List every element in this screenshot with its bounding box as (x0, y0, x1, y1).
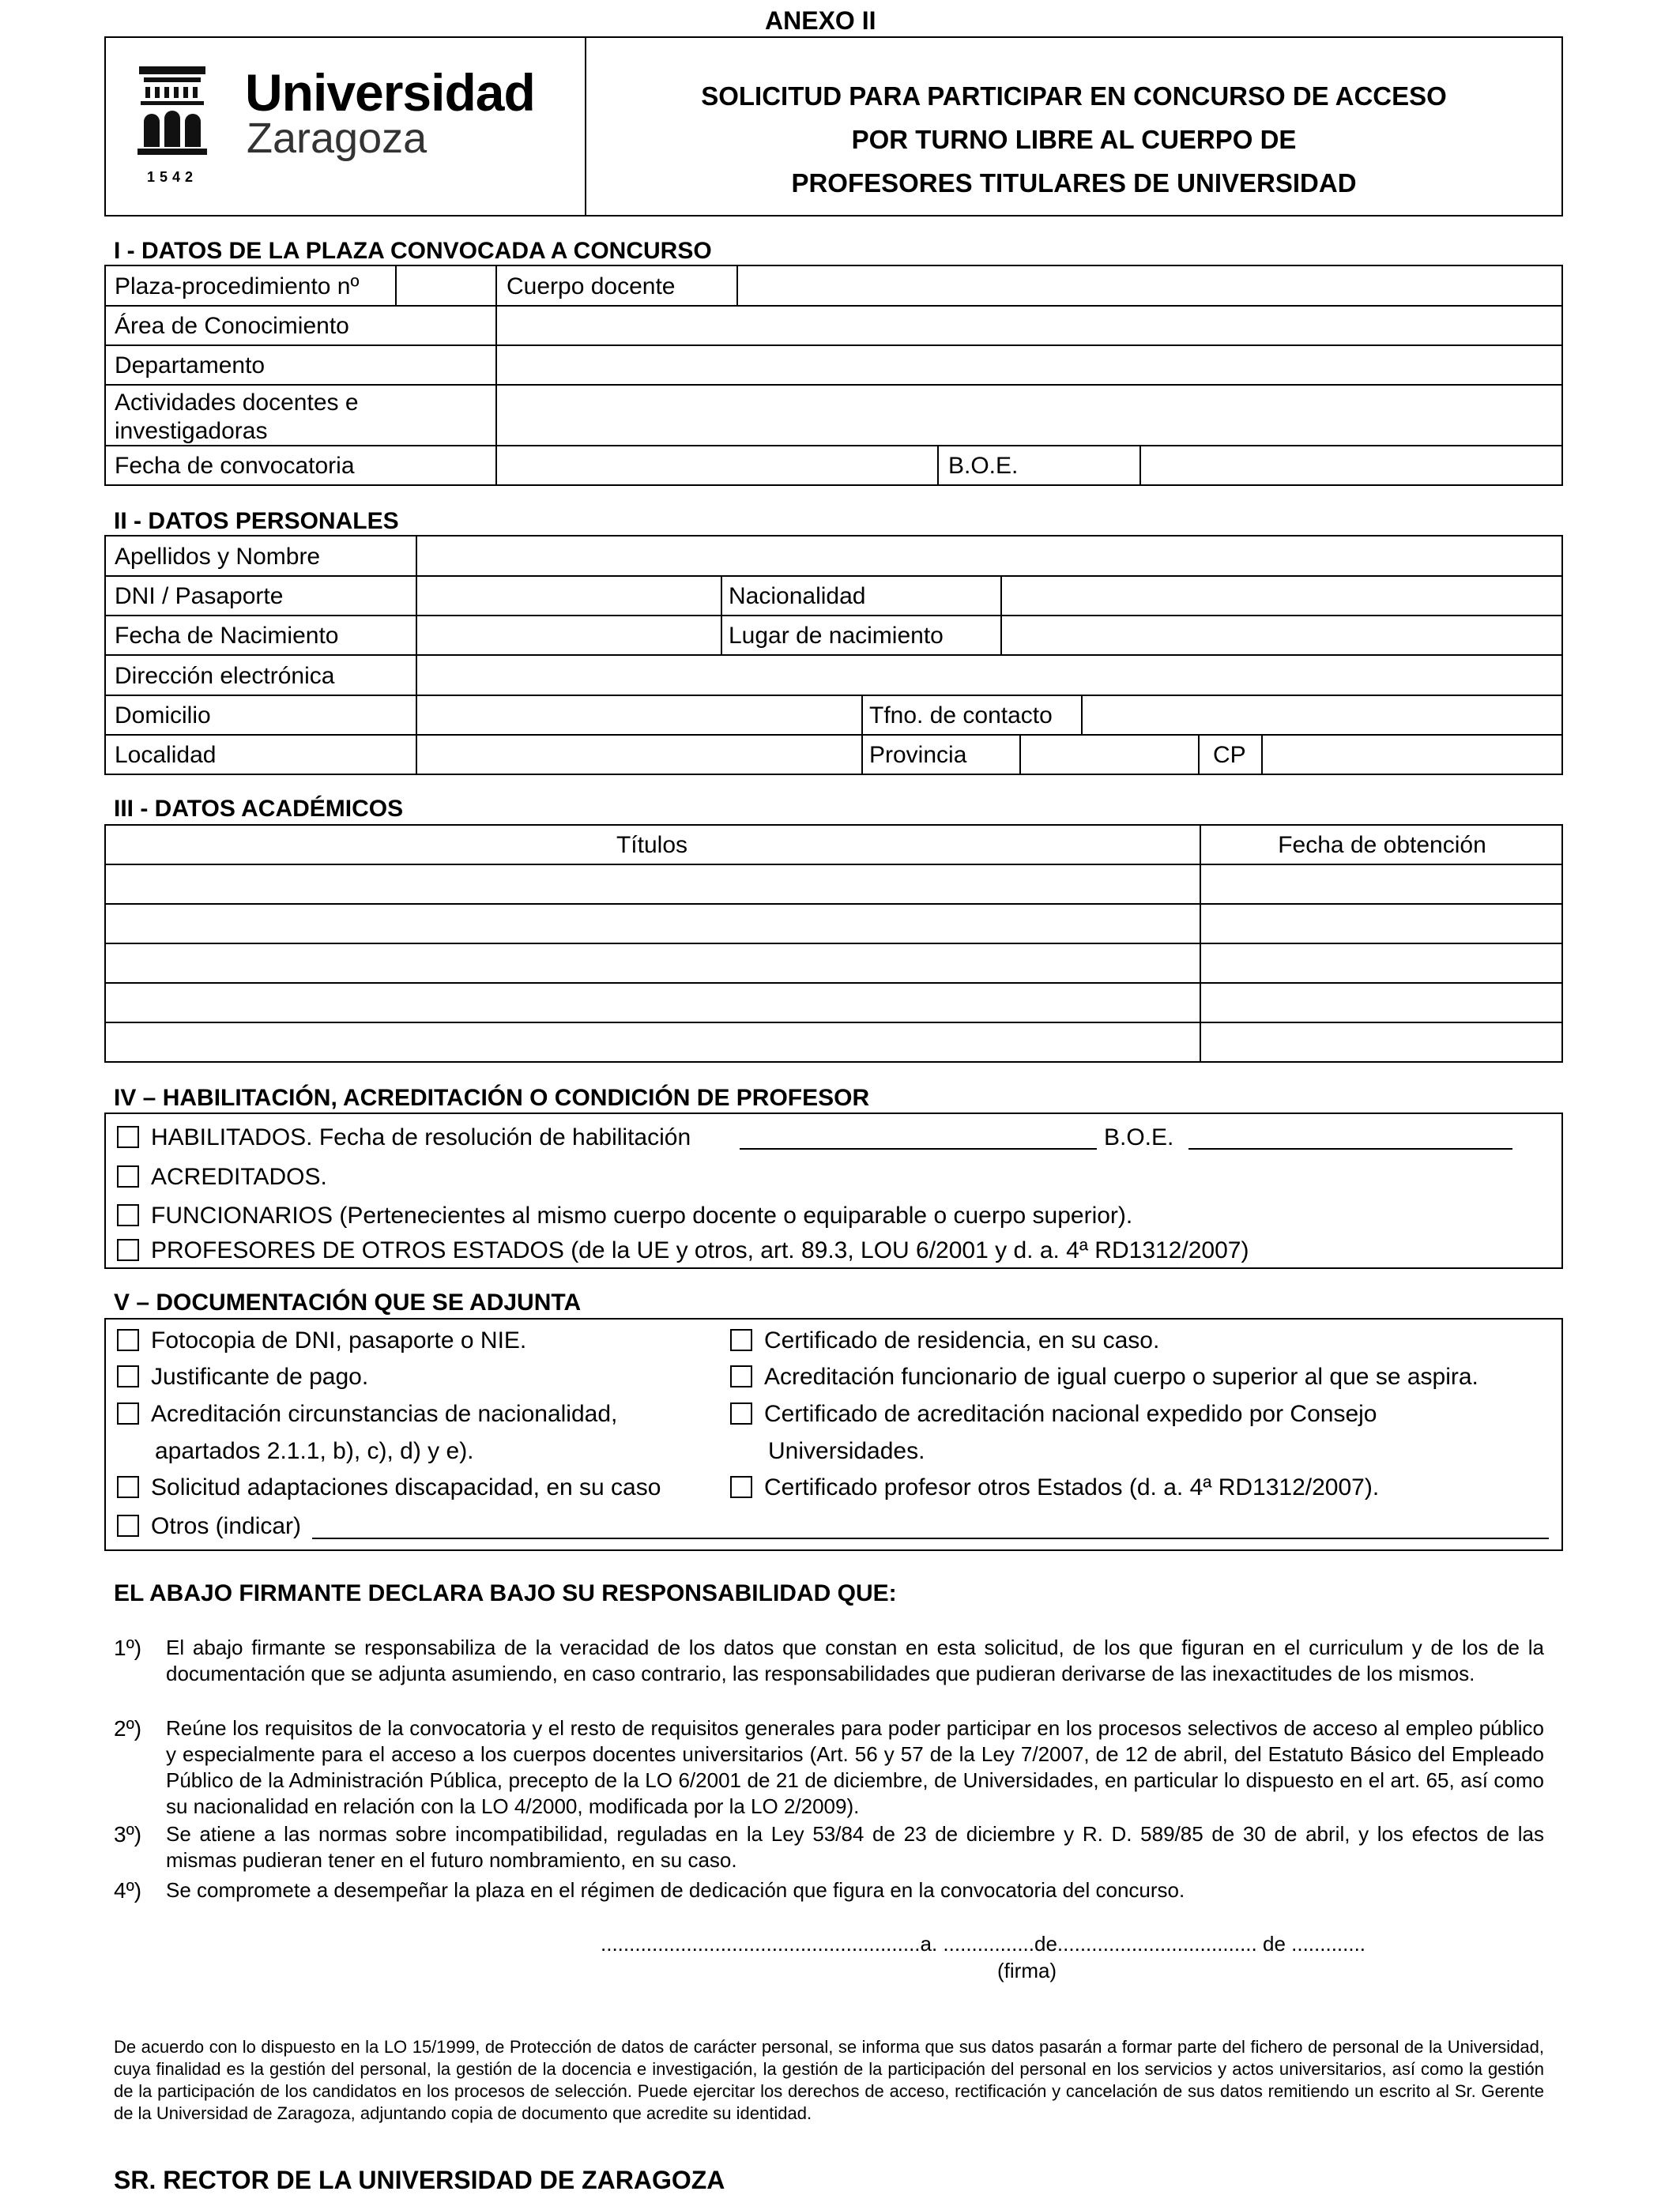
doc-acreditacion-label: Certificado de acreditación nacional expedido por Consejo (764, 1401, 1377, 1427)
data-protection-notice: De acuerdo con lo dispuesto en la LO 15/1999, de Protección de datos de carácter personal, se informa que sus datos pasarán a formar parte del fichero de personal de la Universidad, cuya finalidad es la gestión del personal, la gestión de la docencia e investigación, la gestión de la participación del personal en los servicios y actos universitarios, así como la gestión de la participación de los candidatos en los procesos de selección. Puede ejercitar los derechos de acceso, rectificación y cancelación de sus datos remitiendo un escrito al Sr. Gerente de la Universidad de Zaragoza, adjuntando copia de documento que acredite su identidad. (114, 2037, 1544, 2123)
section3-title: III - DATOS ACADÉMICOS (114, 796, 404, 822)
doc-otros-checkbox[interactable] (117, 1515, 139, 1537)
acreditados-label: ACREDITADOS. (151, 1164, 327, 1190)
declaration-item-1: El abajo firmante se responsabiliza de la veracidad de los datos que constan en esta solicitud, de los que figuran en el curriculum y de los de la documentación que se adjunta asumiendo, en caso contrario, las responsabilidades que pudieran derivarse de las inexactitudes de los mismos. (166, 1636, 1544, 1685)
doc-dni-checkbox[interactable] (117, 1329, 139, 1351)
section5-title: V – DOCUMENTACIÓN QUE SE ADJUNTA (114, 1290, 582, 1316)
localidad-label: Localidad (115, 742, 217, 768)
funcionarios-label: FUNCIONARIOS (Pertenecientes al mismo cuerpo docente o equiparable o cuerpo superior). (151, 1203, 1133, 1229)
boe-label: B.O.E. (948, 453, 1019, 479)
plaza-field[interactable] (398, 267, 493, 303)
logo-subname: Zaragoza (247, 115, 428, 162)
apellidos-label: Apellidos y Nombre (115, 544, 321, 570)
titulo-field-4[interactable] (107, 985, 1198, 1021)
doc-pago-checkbox[interactable] (117, 1365, 139, 1387)
titulo-field-1[interactable] (107, 866, 1198, 902)
cuerpo-field[interactable] (740, 267, 1561, 303)
provincia-label: Provincia (869, 742, 967, 768)
doc-discapacidad-label: Solicitud adaptaciones discapacidad, en su caso (151, 1474, 661, 1500)
form-title: SOLICITUD PARA PARTICIPAR EN CONCURSO DE ACCESO POR TURNO LIBRE AL CUERPO DE PROFESORES TITULARES DE UNIVERSIDAD (701, 81, 1447, 198)
signature-line[interactable]: ........................................................a. ................de................................... de ............. (601, 1932, 1366, 1956)
email-label: Dirección electrónica (115, 663, 335, 689)
titulo-field-5[interactable] (107, 1024, 1198, 1060)
habilitacion-date-line[interactable] (740, 1148, 1097, 1150)
localidad-field[interactable] (419, 736, 860, 773)
fecha-obtencion-header: Fecha de obtención (1278, 832, 1486, 858)
fecha-convocatoria-label: Fecha de convocatoria (115, 453, 355, 479)
signature-label: (firma) (997, 1959, 1057, 1982)
fecha-nacimiento-label: Fecha de Nacimiento (115, 623, 339, 649)
domicilio-field[interactable] (419, 697, 860, 733)
otros-estados-label: PROFESORES DE OTROS ESTADOS (de la UE y otros, art. 89.3, LOU 6/2001 y d. a. 4ª RD1312/2007) (151, 1237, 1249, 1263)
departamento-field[interactable] (499, 347, 1561, 383)
cuerpo-label: Cuerpo docente (507, 273, 676, 299)
acreditados-checkbox[interactable] (117, 1165, 139, 1188)
doc-profesor-otros-checkbox[interactable] (730, 1476, 752, 1498)
doc-discapacidad-checkbox[interactable] (117, 1476, 139, 1498)
doc-nacionalidad-checkbox[interactable] (117, 1402, 139, 1425)
actividades-label: Actividades docentes e investigadoras (115, 390, 359, 444)
declaration-item-4: Se compromete a desempeñar la plaza en el régimen de dedicación que figura en la convocatoria del concurso. (166, 1878, 1185, 1902)
nacionalidad-field[interactable] (1004, 578, 1561, 614)
annex-title: ANEXO II (765, 6, 876, 35)
nacionalidad-label: Nacionalidad (729, 583, 866, 609)
area-label: Área de Conocimiento (115, 313, 349, 339)
university-logo-icon (133, 60, 212, 155)
doc-pago-label: Justificante de pago. (151, 1364, 369, 1390)
doc-nacionalidad-label-cont: apartados 2.1.1, b), c), d) y e). (155, 1438, 474, 1464)
section4-title: IV – HABILITACIÓN, ACREDITACIÓN O CONDICIÓN DE PROFESOR (114, 1085, 870, 1111)
fecha-obtencion-field-5[interactable] (1203, 1024, 1561, 1060)
section2-title: II - DATOS PERSONALES (114, 508, 399, 534)
doc-profesor-otros-label: Certificado profesor otros Estados (d. a. 4ª RD1312/2007). (764, 1474, 1380, 1500)
departamento-label: Departamento (115, 352, 266, 378)
doc-nacionalidad-label: Acreditación circunstancias de nacionalidad, (151, 1401, 618, 1427)
plaza-label: Plaza-procedimiento nº (115, 273, 360, 299)
declaration-number: 2º) (114, 1716, 142, 1741)
fecha-obtencion-field-4[interactable] (1203, 985, 1561, 1021)
telefono-field[interactable] (1084, 697, 1561, 733)
fecha-convocatoria-field[interactable] (499, 447, 935, 484)
declaration-number: 4º) (114, 1878, 142, 1903)
declaration-title: EL ABAJO FIRMANTE DECLARA BAJO SU RESPONSABILIDAD QUE: (114, 1580, 897, 1606)
doc-otros-label: Otros (indicar) (151, 1513, 302, 1539)
doc-acreditacion-label-cont: Universidades. (768, 1438, 925, 1464)
declaration-item-3: Se atiene a las normas sobre incompatibilidad, reguladas en la Ley 53/84 de 23 de diciembre y R. D. 589/85 de 30 de abril, y los efectos de las mismas pudieran tener en el futuro nombramiento, en su caso. (166, 1822, 1544, 1872)
titulo-field-2[interactable] (107, 905, 1198, 942)
cp-label: CP (1213, 742, 1246, 768)
actividades-field[interactable] (499, 386, 1561, 443)
logo-name: Universidad (245, 63, 535, 122)
doc-residencia-label: Certificado de residencia, en su caso. (764, 1327, 1160, 1354)
doc-residencia-checkbox[interactable] (730, 1329, 752, 1351)
lugar-nacimiento-field[interactable] (1004, 617, 1561, 653)
fecha-nacimiento-field[interactable] (419, 617, 719, 653)
titulo-field-3[interactable] (107, 945, 1198, 981)
cp-field[interactable] (1264, 736, 1561, 773)
habilitados-label: HABILITADOS. Fecha de resolución de habilitación (151, 1124, 691, 1150)
dni-field[interactable] (419, 578, 719, 614)
declaration-number: 1º) (114, 1636, 142, 1660)
telefono-label: Tfno. de contacto (869, 702, 1053, 729)
declaration-item-2: Reúne los requisitos de la convocatoria y el resto de requisitos generales para poder participar en los procesos selectivos de acceso al empleo público y especialmente para el acceso a los cuerpos docentes universitarios (Art. 56 y 57 de la Ley 7/2007, de 12 de abril, del Estatuto Básico del Empleado Público de la Administración Pública, precepto de la LO 6/2001 de 21 de diciembre, de Universidades, en particular lo dispuesto en el art. 65, así como su nacionalidad en relación con la LO 4/2000, modificada por la LO 2/2009). (166, 1716, 1544, 1818)
provincia-field[interactable] (1023, 736, 1196, 773)
funcionarios-checkbox[interactable] (117, 1204, 139, 1226)
dni-label: DNI / Pasaporte (115, 583, 284, 609)
lugar-nacimiento-label: Lugar de nacimiento (729, 623, 944, 649)
doc-funcionario-checkbox[interactable] (730, 1365, 752, 1387)
doc-dni-label: Fotocopia de DNI, pasaporte o NIE. (151, 1327, 527, 1354)
apellidos-field[interactable] (419, 537, 1561, 574)
fecha-obtencion-field-1[interactable] (1203, 866, 1561, 902)
fecha-obtencion-field-2[interactable] (1203, 905, 1561, 942)
domicilio-label: Domicilio (115, 702, 211, 729)
section1-title: I - DATOS DE LA PLAZA CONVOCADA A CONCURSO (114, 238, 712, 264)
email-field[interactable] (419, 657, 1561, 693)
habilitados-boe-line[interactable] (1188, 1148, 1512, 1150)
doc-funcionario-label: Acreditación funcionario de igual cuerpo o superior al que se aspira. (764, 1364, 1478, 1390)
area-field[interactable] (499, 307, 1561, 344)
logo-year: 1542 (147, 169, 198, 185)
titulos-header: Títulos (616, 832, 688, 858)
habilitados-boe-label: B.O.E. (1104, 1124, 1174, 1150)
boe-field[interactable] (1143, 447, 1561, 484)
habilitados-checkbox[interactable] (117, 1126, 139, 1148)
addressee: SR. RECTOR DE LA UNIVERSIDAD DE ZARAGOZA (114, 2166, 725, 2194)
doc-otros-line[interactable] (312, 1538, 1549, 1539)
fecha-obtencion-field-3[interactable] (1203, 945, 1561, 981)
doc-acreditacion-checkbox[interactable] (730, 1402, 752, 1425)
declaration-number: 3º) (114, 1822, 142, 1847)
otros-estados-checkbox[interactable] (117, 1239, 139, 1261)
